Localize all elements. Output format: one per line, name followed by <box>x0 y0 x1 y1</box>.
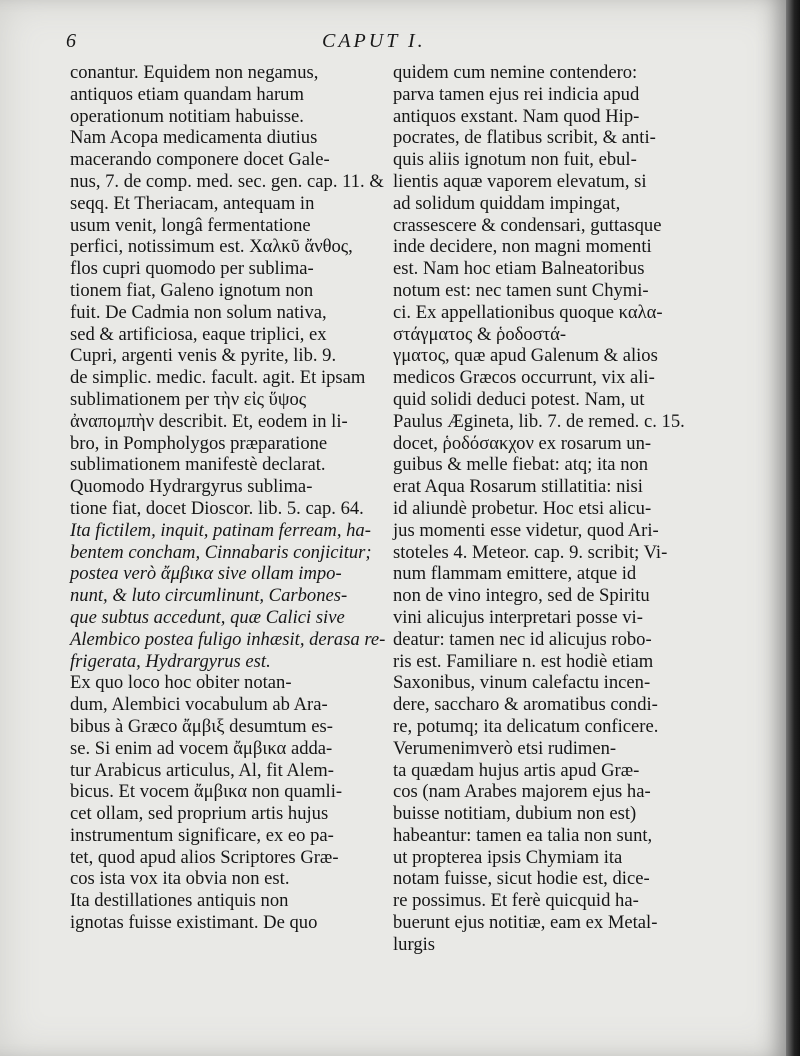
left-column-line: antiquos etiam quandam harum <box>70 83 304 105</box>
left-column-line: Ita destillationes antiquis non <box>70 890 289 912</box>
book-edge <box>786 0 800 1056</box>
right-column-line: notum est: nec tamen sunt Chymi- <box>393 279 649 301</box>
right-column-line: ci. Ex appellationibus quoque καλα- <box>393 301 663 323</box>
right-column-line: ta quædam hujus artis apud Græ- <box>393 759 640 781</box>
right-column-line: quis aliis ignotum non fuit, ebul- <box>393 149 637 171</box>
right-column-line: notam fuisse, sicut hodie est, dice- <box>393 868 650 890</box>
left-column-line: nunt, & luto circumlinunt, Carbones- <box>70 585 348 607</box>
left-column-line: nus, 7. de comp. med. sec. gen. cap. 11. & <box>70 170 384 192</box>
right-column-line: γματος, quæ apud Galenum & alios <box>393 345 658 367</box>
left-column-line: Quomodo Hydrargyrus sublima- <box>70 476 313 498</box>
left-column-line: Cupri, argenti venis & pyrite, lib. 9. <box>70 345 337 367</box>
left-column-line: Ita fictilem, inquit, patinam ferream, ha- <box>70 519 371 541</box>
left-column-line: seqq. Et Theriacam, antequam in <box>70 192 315 214</box>
right-column-line: pocrates, de flatibus scribit, & anti- <box>393 127 656 149</box>
right-column-line: medicos Græcos occurrunt, vix ali- <box>393 367 655 389</box>
running-head: CAPUT I. <box>322 30 426 52</box>
left-column-line: bro, in Pompholygos præparatione <box>70 432 328 454</box>
left-column-line: frigerata, Hydrargyrus est. <box>70 650 271 672</box>
left-column-line: instrumentum significare, ex eo pa- <box>70 824 334 846</box>
text-column-left <box>70 62 388 934</box>
left-column-line: cet ollam, sed proprium artis hujus <box>70 803 329 825</box>
left-column-line: postea verò ἄμβικα sive ollam impo- <box>70 563 342 585</box>
right-column-line: quidem cum nemine contendero: <box>393 62 638 83</box>
right-column-line: crassescere & condensari, guttasque <box>393 214 662 236</box>
left-column-line: flos cupri quomodo per sublima- <box>70 258 314 280</box>
right-column-line: στάγματος & ῥοδοστά- <box>393 323 567 345</box>
left-column-line: usum venit, longâ fermentatione <box>70 214 311 236</box>
left-column-line: de simplic. medic. facult. agit. Et ipsam <box>70 367 366 389</box>
right-column-line: lientis aquæ vaporem elevatum, si <box>393 170 647 192</box>
left-column-line: bicus. Et vocem ἄμβικα non quamli- <box>70 781 343 803</box>
left-column-line: bibus à Græco ἄμβιξ desumtum es- <box>70 715 333 737</box>
left-column-line: operationum notitiam habuisse. <box>70 105 304 127</box>
right-column-line: num flammam emittere, atque id <box>393 563 637 585</box>
left-column-line: Nam Acopa medicamenta diutius <box>70 127 318 149</box>
right-column-line: inde decidere, non magni momenti <box>393 236 652 258</box>
right-column-line: quid solidi deduci potest. Nam, ut <box>393 388 645 410</box>
left-column-line: tione fiat, docet Dioscor. lib. 5. cap. 64. <box>70 497 364 519</box>
left-column-line: ἀναπομπὴν describit. Et, eodem in li- <box>70 410 348 432</box>
right-column-line: parva tamen ejus rei indicia apud <box>393 83 640 105</box>
left-column-line: ignotas fuisse existimant. De quo <box>70 912 318 934</box>
right-column-line: vini alicujus interpretari posse vi- <box>393 606 643 628</box>
right-column-line: id aliundè probetur. Hoc etsi alicu- <box>393 497 652 519</box>
right-column-line: buisse notitiam, dubium non est) <box>393 803 637 825</box>
right-column-line: Paulus Ægineta, lib. 7. de remed. c. 15. <box>393 410 685 432</box>
left-column-line: perfici, notissimum est. Χαλκῦ ἄνθος, <box>70 236 353 258</box>
right-column-line: deatur: tamen nec id alicujus robo- <box>393 628 652 650</box>
left-column-line: tur Arabicus articulus, Al, fit Alem- <box>70 759 334 781</box>
left-column-line: dum, Alembici vocabulum ab Ara- <box>70 694 328 716</box>
right-column-line: lurgis <box>393 933 436 955</box>
left-column-line: bentem concham, Cinnabaris conjicitur; <box>70 541 372 563</box>
right-column-line: erat Aqua Rosarum stillatitia: nisi <box>393 476 643 498</box>
left-column-line: conantur. Equidem non negamus, <box>70 62 319 83</box>
right-column-line: jus momenti esse videtur, quod Ari- <box>393 519 659 541</box>
left-column-line: tet, quod apud alios Scriptores Græ- <box>70 846 339 868</box>
right-column-line: re possimus. Et ferè quicquid ha- <box>393 890 639 912</box>
left-column-line: que subtus accedunt, quæ Calici sive <box>70 606 345 628</box>
right-column-line: antiquos exstant. Nam quod Hip- <box>393 105 640 127</box>
right-column-line: ad solidum quiddam impingat, <box>393 192 621 214</box>
left-column-line: sublimationem per τὴν εἰς ὕψος <box>70 388 307 410</box>
left-column-line: cos ista vox ita obvia non est. <box>70 868 290 890</box>
right-column-line: Saxonibus, vinum calefactu incen- <box>393 672 651 694</box>
right-column-line: docet, ῥοδόσακχον ex rosarum un- <box>393 432 652 454</box>
left-column-line: Ex quo loco hoc obiter notan- <box>70 672 292 694</box>
right-column-line: stoteles 4. Meteor. cap. 9. scribit; Vi- <box>393 541 668 563</box>
left-column-line: sublimationem manifestè declarat. <box>70 454 326 476</box>
right-column-line: guibus & melle fiebat: atq; ita non <box>393 454 649 476</box>
right-column-line: est. Nam hoc etiam Balneatoribus <box>393 258 645 280</box>
right-column-line: buerunt ejus notitiæ, eam ex Metal- <box>393 912 658 934</box>
left-column-line: sed & artificiosa, eaque triplici, ex <box>70 323 327 345</box>
right-column-line: cos (nam Arabes majorem ejus ha- <box>393 781 651 803</box>
text-column-right <box>393 62 705 956</box>
right-column-line: dere, saccharo & aromatibus condi- <box>393 694 658 716</box>
page-number: 6 <box>66 30 76 52</box>
right-column-line: Verumenimverò etsi rudimen- <box>393 737 617 759</box>
left-column-line: macerando componere docet Gale- <box>70 149 330 171</box>
left-column-line: se. Si enim ad vocem ἄμβικα adda- <box>70 737 333 759</box>
right-column-line: ut propterea ipsis Chymiam ita <box>393 846 623 868</box>
right-column-line: non de vino integro, sed de Spiritu <box>393 585 650 607</box>
right-column-line: re, potumq; ita delicatum conficere. <box>393 715 659 737</box>
right-column-line: habeantur: tamen ea talia non sunt, <box>393 824 653 846</box>
left-column-line: Alembico postea fuligo inhæsit, derasa re- <box>70 628 386 650</box>
right-column-line: ris est. Familiare n. est hodiè etiam <box>393 650 654 672</box>
left-column-line: fuit. De Cadmia non solum nativa, <box>70 301 327 323</box>
left-column-line: tionem fiat, Galeno ignotum non <box>70 279 314 301</box>
